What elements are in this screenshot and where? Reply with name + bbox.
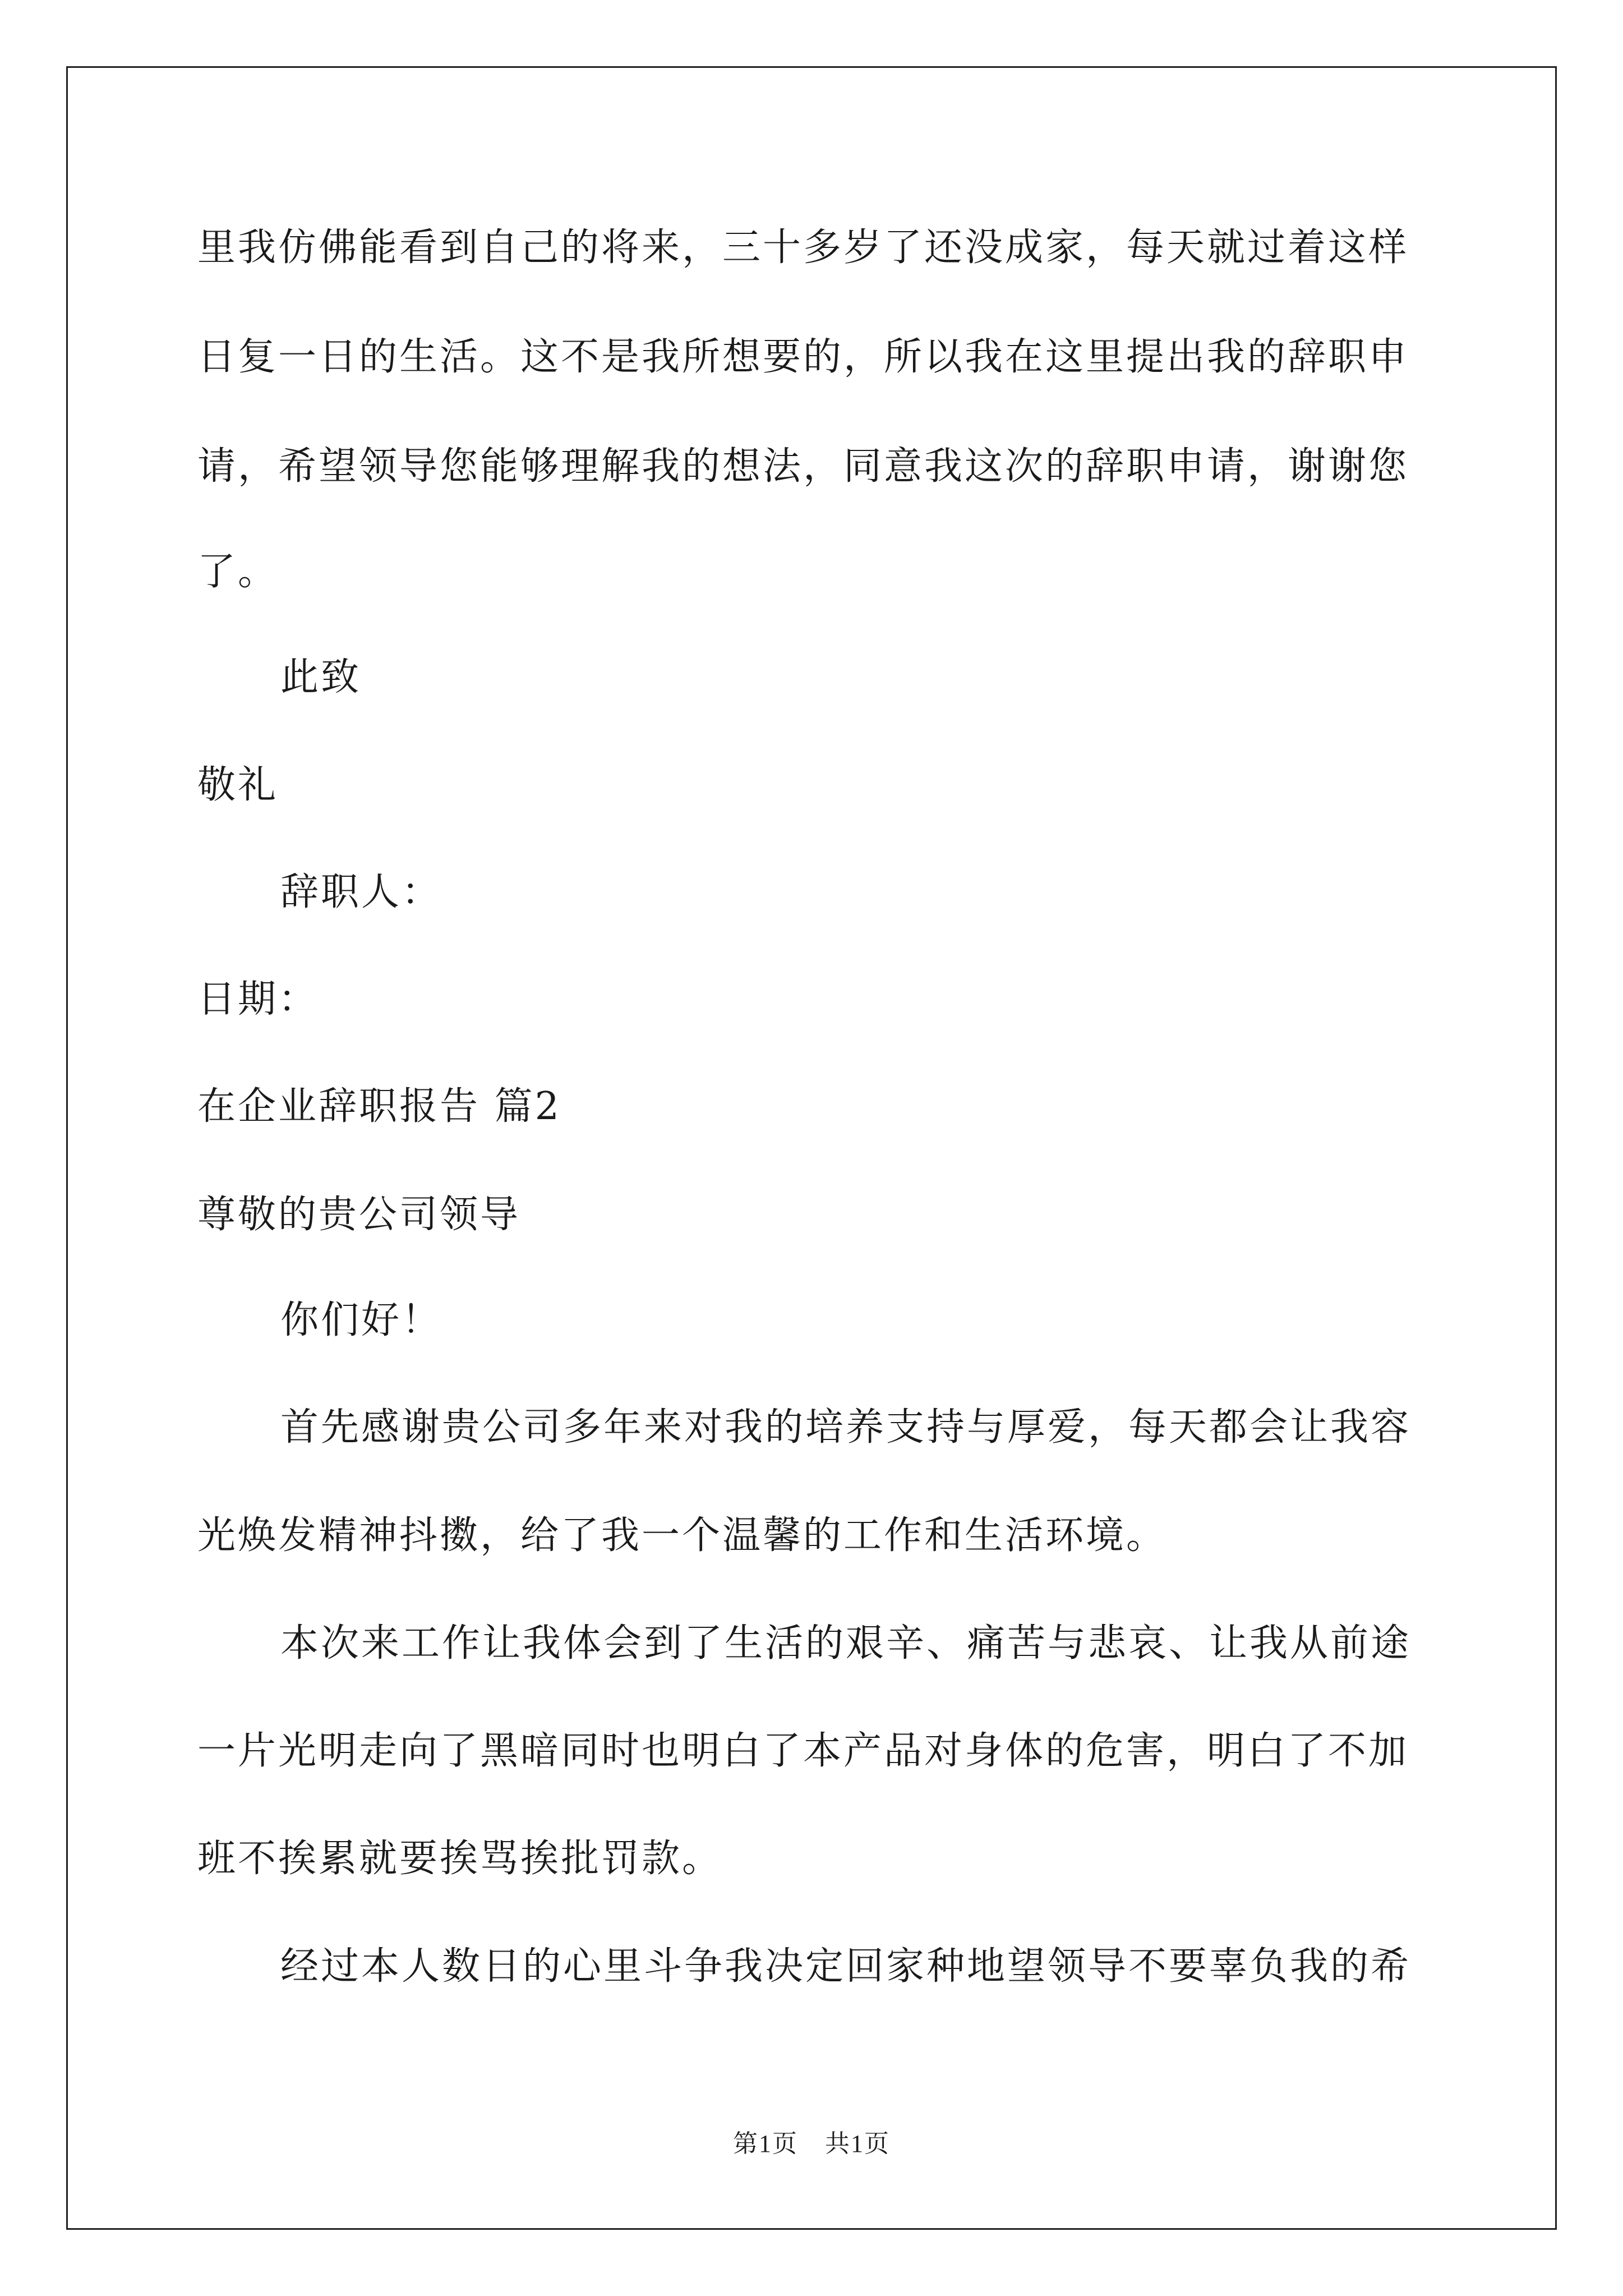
paragraph-line: 班不挨累就要挨骂挨批罚款。 xyxy=(197,1837,723,1881)
paragraph-line: 一片光明走向了黑暗同时也明白了本产品对身体的危害，明白了不加 xyxy=(197,1729,1409,1773)
addressee-line: 尊敬的贵公司领导 xyxy=(197,1193,521,1237)
page-number: 第1页 xyxy=(733,2130,798,2157)
paragraph-line: 里我仿佛能看到自己的将来，三十多岁了还没成家，每天就过着这样 xyxy=(197,226,1409,270)
date-label: 日期： xyxy=(197,977,319,1022)
paragraph-line: 请，希望领导您能够理解我的想法，同意我这次的辞职申请，谢谢您 xyxy=(197,444,1409,489)
paragraph-line: 经过本人数日的心里斗争我决定回家种地望领导不要辜负我的希 xyxy=(280,1944,1412,1989)
paragraph-line: 本次来工作让我体会到了生活的艰辛、痛苦与悲哀、让我从前途 xyxy=(280,1621,1412,1665)
paragraph-line: 日复一日的生活。这不是我所想要的，所以我在这里提出我的辞职申 xyxy=(197,335,1409,379)
page-border xyxy=(66,66,1557,2230)
greeting-line: 你们好！ xyxy=(280,1298,442,1342)
closing-regards: 敬礼 xyxy=(197,763,279,807)
paragraph-line: 了。 xyxy=(197,550,279,594)
paragraph-line: 光焕发精神抖擞，给了我一个温馨的工作和生活环境。 xyxy=(197,1513,1167,1558)
page-footer xyxy=(0,2127,1623,2161)
paragraph-line: 首先感谢贵公司多年来对我的培养支持与厚爱，每天都会让我容 xyxy=(280,1405,1412,1450)
section-heading: 在企业辞职报告 篇2 xyxy=(197,1084,561,1129)
closing-salutation: 此致 xyxy=(280,655,362,700)
signature-label: 辞职人： xyxy=(280,870,442,914)
page-total: 共1页 xyxy=(825,2130,890,2157)
